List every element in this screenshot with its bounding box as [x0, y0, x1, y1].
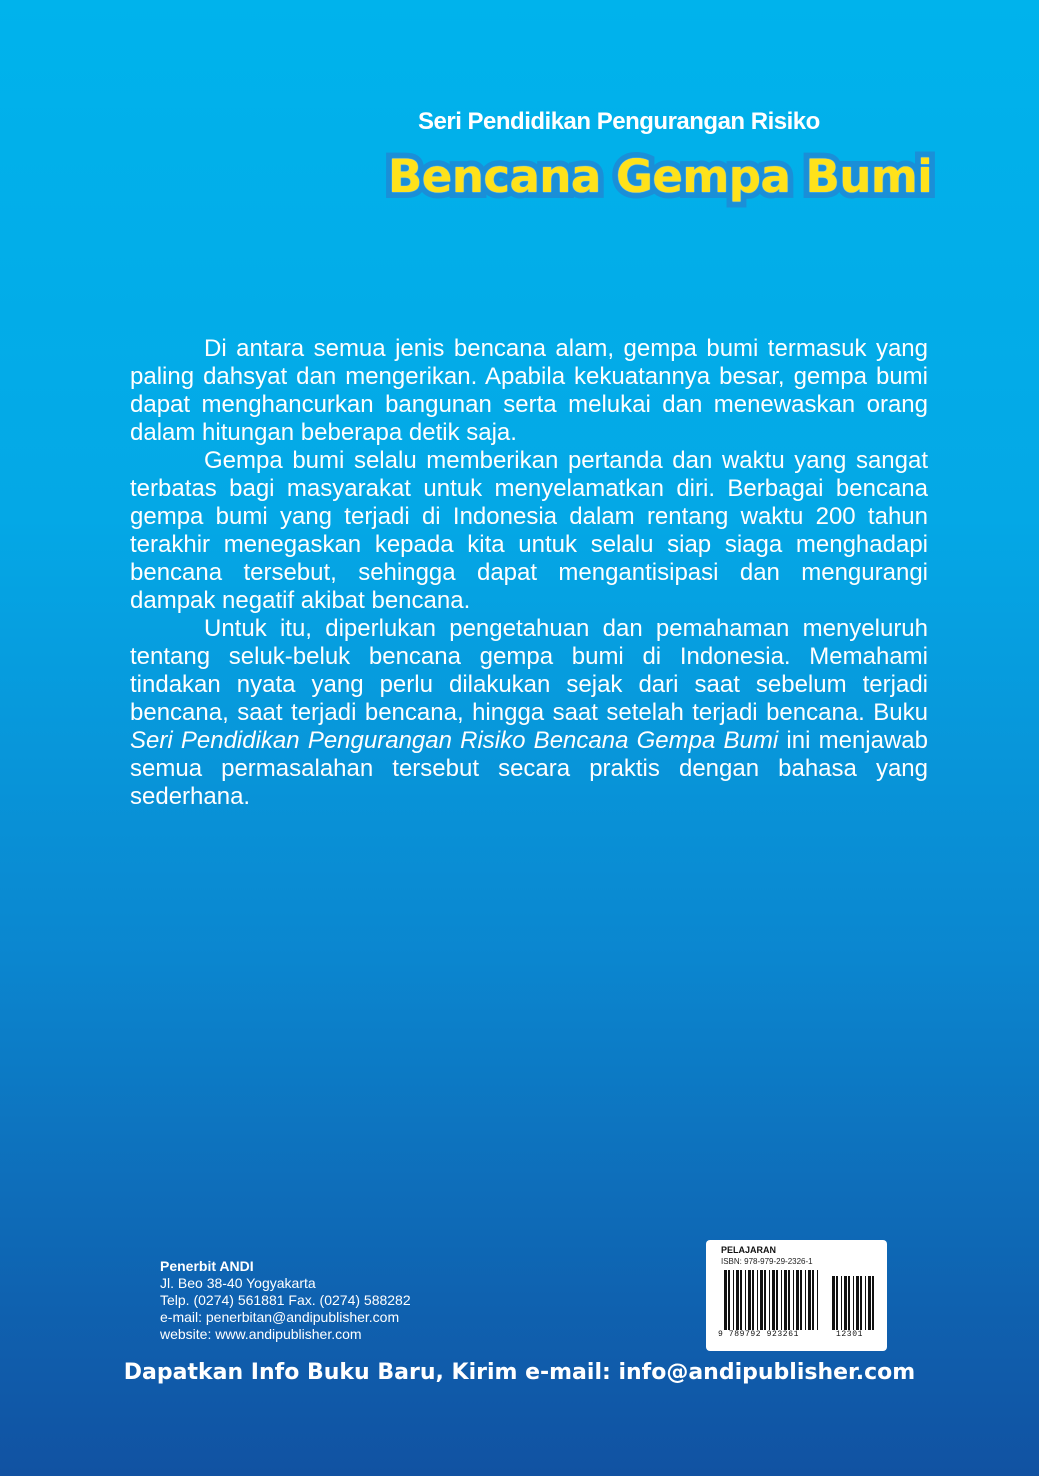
barcode-bar: [860, 1276, 862, 1330]
blurb-paragraph-3-end: ini menjawab semua permasalahan tersebut secara praktis dengan bahasa yang sederhana.: [130, 727, 929, 810]
barcode-bar: [748, 1270, 751, 1330]
barcode-bar: [856, 1276, 859, 1330]
blurb-paragraph-3: [130, 615, 928, 811]
book-title: Bencana Gempa Bumi: [388, 150, 933, 203]
barcode-bar: [745, 1270, 746, 1330]
barcode-bar: [764, 1270, 766, 1330]
barcode-bar: [793, 1270, 794, 1330]
barcode-category: PELAJARAN: [721, 1245, 777, 1255]
barcode-bar: [740, 1270, 742, 1330]
barcode-bar: [868, 1276, 871, 1330]
publisher-address: Jl. Beo 38-40 Yogyakarta: [160, 1275, 316, 1291]
barcode-bar: [872, 1276, 874, 1330]
barcode-bar: [832, 1276, 835, 1330]
publisher-name: Penerbit ANDI: [160, 1258, 254, 1274]
barcode-bar: [752, 1270, 754, 1330]
publisher-phone: Telp. (0274) 561881 Fax. (0274) 588282: [160, 1292, 411, 1308]
blurb-paragraph-3-start: Untuk itu, diperlukan pengetahuan dan pemahaman menyeluruh tentang seluk-beluk bencana gempa bumi di Indonesia. Memahami tindakan nyata yang perlu dilakukan sejak dari saat sebelum terjadi bencana, saat terjadi bencana, hingga saat setelah terjadi bencana. Buku: [130, 615, 928, 726]
publisher-website: website: www.andipublisher.com: [160, 1326, 362, 1342]
barcode-bar: [841, 1276, 842, 1330]
series-subtitle: Seri Pendidikan Pengurangan Risiko: [418, 108, 820, 135]
blurb: [130, 335, 928, 811]
barcode-bar: [769, 1270, 770, 1330]
barcode-bar: [776, 1270, 778, 1330]
publisher-info: [160, 1258, 480, 1343]
barcode-addon-digits: 12301: [836, 1330, 864, 1339]
barcode-bar: [805, 1270, 806, 1330]
barcode-bar: [760, 1270, 763, 1330]
barcode-bar: [796, 1270, 799, 1330]
barcode-bar: [865, 1276, 866, 1330]
barcode-bar: [784, 1270, 787, 1330]
barcode-bar: [817, 1270, 818, 1330]
footer-info: Dapatkan Info Buku Baru, Kirim e-mail: info@andipublisher.com: [123, 1360, 916, 1385]
barcode-bar: [848, 1276, 850, 1330]
book-title-italic: Seri Pendidikan Pengurangan Risiko Bencana Gempa Bumi: [130, 727, 779, 754]
barcode-bar: [800, 1270, 802, 1330]
barcode-bar: [728, 1270, 730, 1330]
barcode-bar: [788, 1270, 790, 1330]
barcode-bar: [757, 1270, 758, 1330]
barcode-bar: [733, 1270, 734, 1330]
barcode-bar: [808, 1270, 811, 1330]
barcode-bar: [724, 1270, 727, 1330]
publisher-email: e-mail: penerbitan@andipublisher.com: [160, 1309, 400, 1325]
blurb-paragraph-2: Gempa bumi selalu memberikan pertanda dan waktu yang sangat terbatas bagi masyarakat untuk menyelamatkan diri. Berbagai bencana gempa bumi yang terjadi di Indonesia dalam rentang waktu 200 tahun terakhir menegaskan kepada kita untuk selalu siap siaga menghadapi bencana tersebut, sehingga dapat mengantisipasi dan mengurangi dampak negatif akibat bencana.: [130, 447, 928, 614]
barcode-bar: [781, 1270, 782, 1330]
barcode-bar: [772, 1270, 775, 1330]
blurb-paragraph-1: Di antara semua jenis bencana alam, gempa bumi termasuk yang paling dahsyat dan mengerikan. Apabila kekuatannya besar, gempa bumi dapat menghancurkan bangunan serta melukai dan menewaskan orang dalam hitungan beberapa detik saja.: [130, 335, 928, 446]
barcode-label: [706, 1240, 887, 1351]
barcode-bar: [812, 1270, 814, 1330]
barcode-bar: [844, 1276, 847, 1330]
barcode-isbn: ISBN: 978-979-29-2326-1: [721, 1257, 813, 1266]
barcode-bar: [853, 1276, 854, 1330]
barcode-bar: [836, 1276, 838, 1330]
barcode-ean-digits: 9 789792 923261: [718, 1330, 800, 1339]
barcode-bar: [736, 1270, 739, 1330]
